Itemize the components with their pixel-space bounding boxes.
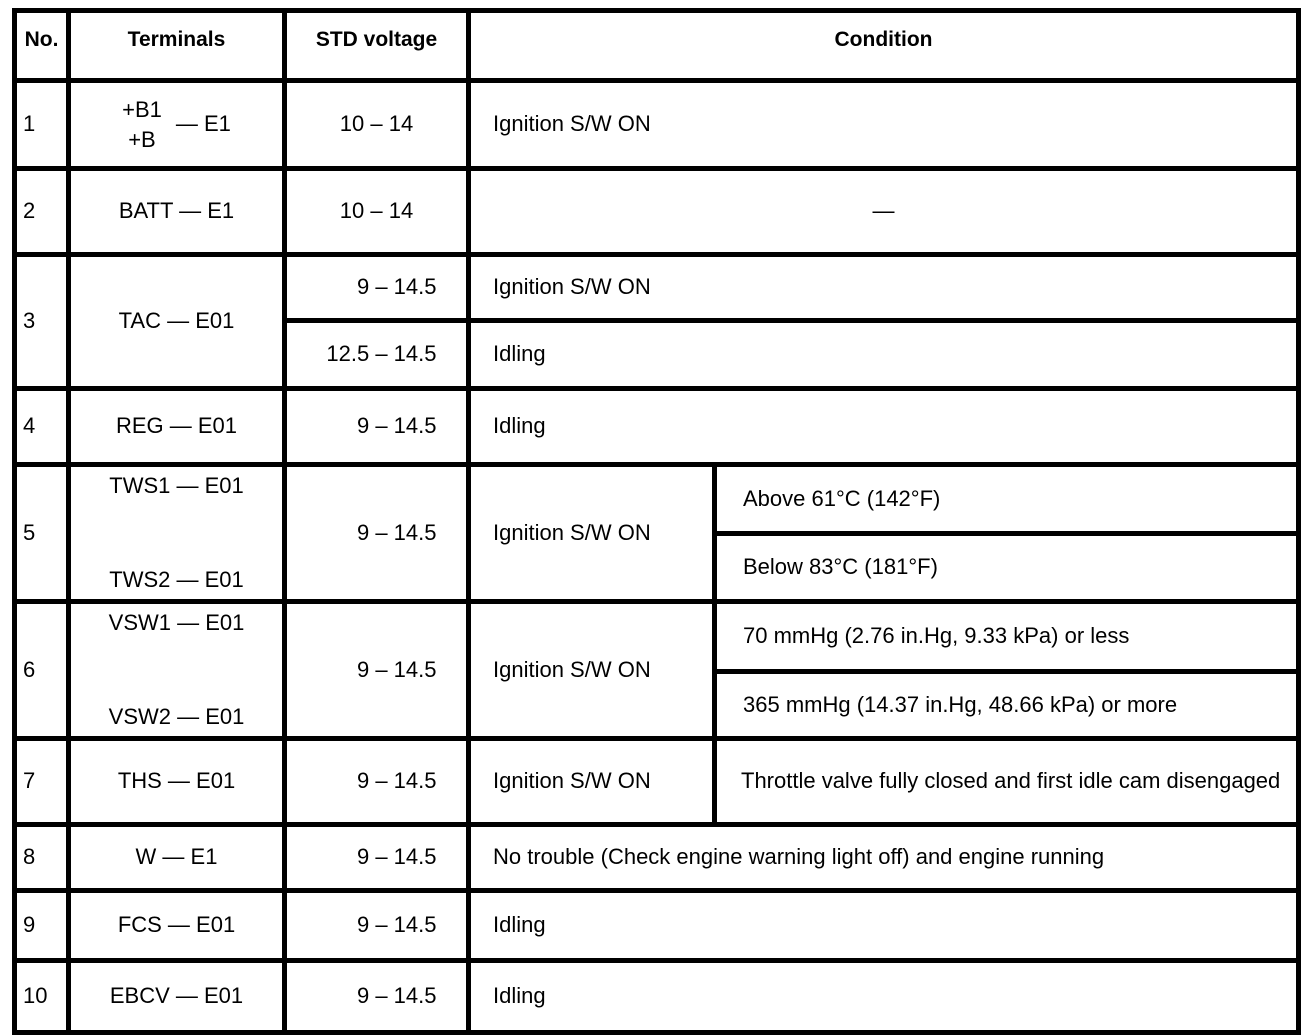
voltage-cell: [285, 465, 469, 602]
row-number: 6: [15, 602, 69, 739]
voltage-cell: [285, 961, 469, 1033]
table-row: [15, 739, 1299, 825]
terminal-cell: W — E1: [69, 825, 285, 891]
terminal-cell: [69, 602, 285, 739]
voltage-cell: [285, 825, 469, 891]
table-row: [15, 602, 1299, 672]
terminal-tws1: TWS1 — E01: [109, 473, 244, 498]
terminal-cell: THS — E01: [69, 739, 285, 825]
condition-cell: Ignition S/W ON: [469, 739, 715, 825]
condition-cell: Ignition S/W ON: [469, 255, 1299, 321]
voltage-value: 9 – 14.5: [356, 656, 437, 682]
voltage-cell: [285, 602, 469, 739]
terminal-cell: [69, 81, 285, 169]
terminal-vsw1: VSW1 — E01: [108, 610, 245, 635]
table-row: [15, 825, 1299, 891]
row-number: 1: [15, 81, 69, 169]
voltage-cell: [285, 891, 469, 961]
terminal-cell: [69, 465, 285, 602]
voltage-cell: [285, 321, 469, 389]
header-terminals: Terminals: [69, 11, 285, 81]
condition-cell: —: [469, 169, 1299, 255]
voltage-value: 9 – 14.5: [356, 768, 437, 794]
voltage-value: 9 – 14.5: [356, 413, 437, 439]
voltage-cell: [285, 389, 469, 465]
voltage-cell: [285, 255, 469, 321]
header-row: [15, 11, 1299, 81]
terminal-b: +B: [128, 126, 156, 152]
voltage-value: 9 – 14.5: [356, 844, 437, 870]
voltage-value: 9 – 14.5: [356, 983, 437, 1009]
condition-cell: Ignition S/W ON: [469, 81, 1299, 169]
sub-condition-cell: 365 mmHg (14.37 in.Hg, 48.66 kPa) or more: [715, 671, 1299, 738]
terminal-tws2: TWS2 — E01: [109, 566, 244, 592]
condition-cell: Ignition S/W ON: [469, 602, 715, 739]
row-number: 2: [15, 169, 69, 255]
condition-cell: Idling: [469, 961, 1299, 1033]
header-std-voltage: STD voltage: [285, 11, 469, 81]
header-no: No.: [15, 11, 69, 81]
row-number: 4: [15, 389, 69, 465]
table-row: [15, 169, 1299, 255]
voltage-cell: 10 – 14: [285, 81, 469, 169]
voltage-cell: 10 – 14: [285, 169, 469, 255]
condition-cell: Idling: [469, 389, 1299, 465]
condition-cell: Idling: [469, 321, 1299, 389]
row-number: 3: [15, 255, 69, 389]
row-number: 10: [15, 961, 69, 1033]
voltage-value: 9 – 14.5: [356, 912, 437, 938]
terminal-vsw2: VSW2 — E01: [108, 703, 245, 729]
terminal-cell: REG — E01: [69, 389, 285, 465]
table-row: [15, 465, 1299, 534]
terminal-cell: TAC — E01: [69, 255, 285, 389]
voltage-value: 12.5 – 14.5: [326, 341, 437, 367]
table-row: [15, 255, 1299, 321]
voltage-cell: [285, 739, 469, 825]
terminal-ground: — E1: [175, 111, 231, 137]
sub-condition-cell: 70 mmHg (2.76 in.Hg, 9.33 kPa) or less: [715, 602, 1299, 672]
voltage-value: 9 – 14.5: [356, 519, 437, 545]
sub-condition-cell: Below 83°C (181°F): [715, 533, 1299, 602]
table-row: [15, 891, 1299, 961]
terminal-b1: +B1: [122, 96, 162, 122]
terminal-cell: BATT — E1: [69, 169, 285, 255]
condition-cell: Ignition S/W ON: [469, 465, 715, 602]
row-number: 7: [15, 739, 69, 825]
terminal-cell: FCS — E01: [69, 891, 285, 961]
table-row: [15, 961, 1299, 1033]
row-number: 9: [15, 891, 69, 961]
header-condition: Condition: [469, 11, 1299, 81]
row-number: 5: [15, 465, 69, 602]
condition-cell: No trouble (Check engine warning light off) and engine running: [469, 825, 1299, 891]
sub-condition-cell: Throttle valve fully closed and first idle cam disengaged: [715, 739, 1299, 825]
row-number: 8: [15, 825, 69, 891]
voltage-spec-table: [12, 8, 1301, 1035]
table-row: [15, 81, 1299, 169]
condition-cell: Idling: [469, 891, 1299, 961]
sub-condition-cell: Above 61°C (142°F): [715, 465, 1299, 534]
voltage-value: 9 – 14.5: [356, 274, 437, 300]
table-row: [15, 389, 1299, 465]
terminal-cell: EBCV — E01: [69, 961, 285, 1033]
